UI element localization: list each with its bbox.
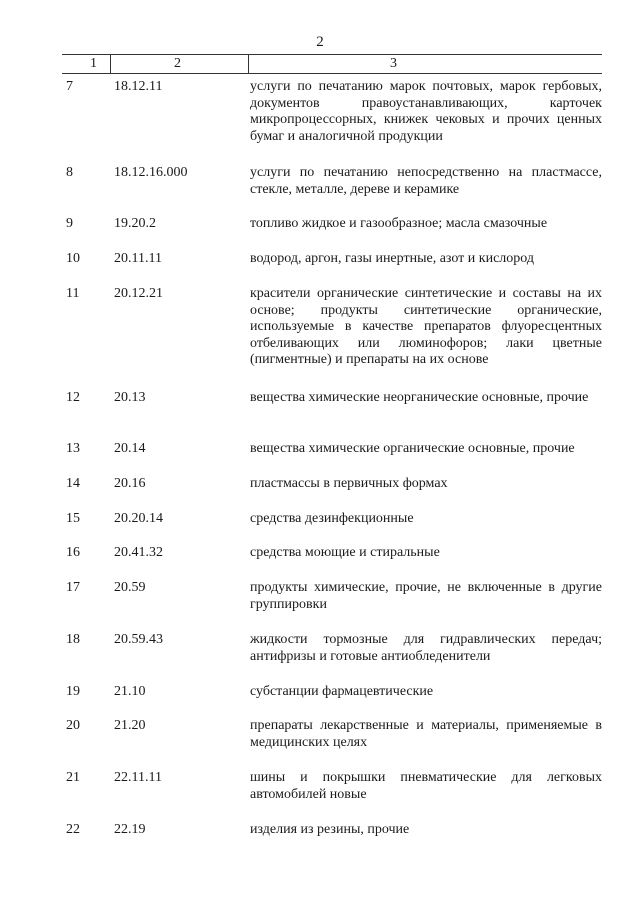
row-code: 20.11.11 [114,251,162,266]
header-col-2: 2 [174,56,181,71]
row-description: вещества химические неорганические основные, прочие [250,390,589,405]
row-number: 8 [66,165,73,180]
row-number: 17 [66,580,80,595]
row-description: субстанции фармацевтические [250,684,434,699]
row-code: 20.59 [114,580,146,595]
row-code: 18.12.16.000 [114,165,188,180]
row-description: изделия из резины, прочие [250,822,410,837]
row-description: средства моющие и стиральные [250,545,440,560]
row-number: 10 [66,251,80,266]
row-code: 20.16 [114,476,146,491]
row-description: пластмассы в первичных формах [250,476,448,491]
row-number: 15 [66,511,80,526]
row-number: 14 [66,476,80,491]
row-description: препараты лекарственные и материалы, применяемые в медицинских целях [250,718,602,750]
row-description: средства дезинфекционные [250,511,414,526]
row-code: 20.12.21 [114,286,163,301]
row-code: 20.13 [114,390,146,405]
row-code: 20.20.14 [114,511,163,526]
row-number: 18 [66,632,80,647]
header-col-3: 3 [390,56,397,71]
row-number: 20 [66,718,80,733]
row-description: шины и покрышки пневматические для легковых автомобилей новые [250,770,602,802]
row-number: 13 [66,441,80,456]
row-description: вещества химические органические основные, прочие [250,441,575,456]
row-description: услуги по печатанию непосредственно на пластмассе, стекле, металле, дереве и керамике [250,165,602,197]
row-number: 21 [66,770,80,785]
row-code: 21.10 [114,684,146,699]
row-code: 20.59.43 [114,632,163,647]
header-col-1: 1 [90,56,97,71]
row-code: 19.20.2 [114,216,156,231]
row-number: 7 [66,79,73,94]
row-code: 22.19 [114,822,146,837]
row-number: 12 [66,390,80,405]
row-number: 22 [66,822,80,837]
row-code: 22.11.11 [114,770,162,785]
row-description: услуги по печатанию марок почтовых, марок гербовых, документов правоустанавливающих, карточек микропроцессорных, книжек чековых и прочих ценных бумаг и аналогичной продукции [250,79,602,144]
page-number: 2 [316,34,324,50]
row-code: 18.12.11 [114,79,163,94]
row-number: 9 [66,216,73,231]
row-description: водород, аргон, газы инертные, азот и кислород [250,251,534,266]
row-description: продукты химические, прочие, не включенные в другие группировки [250,580,602,612]
row-description: жидкости тормозные для гидравлических передач; антифризы и готовые антиобледенители [250,632,602,664]
row-code: 21.20 [114,718,146,733]
row-description: топливо жидкое и газообразное; масла смазочные [250,216,548,231]
row-number: 11 [66,286,80,301]
row-number: 16 [66,545,80,560]
row-code: 20.14 [114,441,146,456]
row-description: красители органические синтетические и составы на их основе; продукты синтетические органические, используемые в качестве препаратов флуоресцентных отбеливающих или люминофоров; лаки цветные (пигментные) и препараты на их основе [250,286,602,367]
row-number: 19 [66,684,80,699]
row-code: 20.41.32 [114,545,163,560]
